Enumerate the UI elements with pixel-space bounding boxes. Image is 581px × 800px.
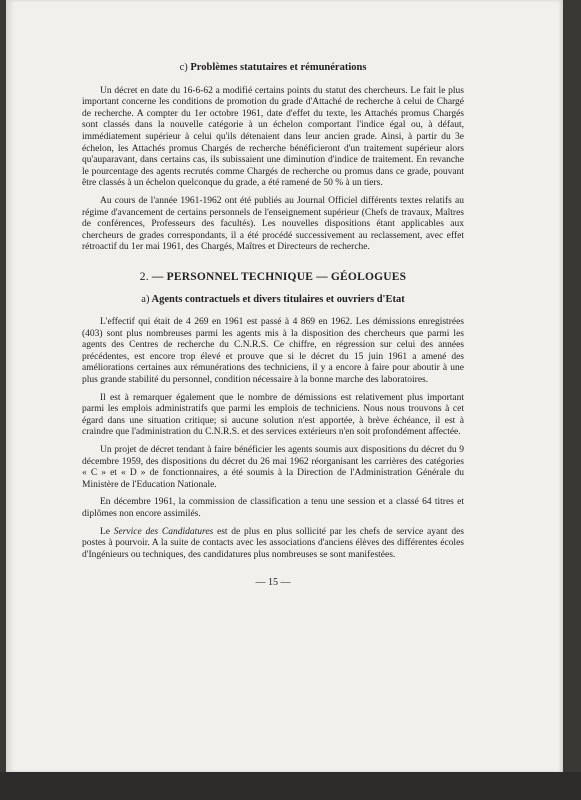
- section-a-paragraph-4: En décembre 1961, la commission de classification a tenu une session et a classé 64 titres et diplômes non encore assimilés.: [82, 497, 464, 519]
- section-c-number: c): [179, 62, 188, 73]
- p5-after: est de plus en plus sollicité par les chefs de service ayant des postes à pourvoir. A la suite de contacts avec les associations d'anciens élèves des différentes écoles d'Ingénieurs ou techniques, des candidatures plus nombreuses se sont manifestées.: [82, 526, 464, 560]
- section-c-paragraph-2: Au cours de l'année 1961-1962 ont été publiés au Journal Officiel différents textes relatifs au régime d'avancement de certains personnels de l'enseignement supérieur (Chefs de travaux, Maîtres de conférences, Professeurs des facultés). Les nouvelles dispositions étant applicables aux chercheurs de grades correspondants, il a été procédé successivement au reclassement, avec effet rétroactif du 1er mai 1961, des Chargés, Maîtres et Directeurs de recherche.: [82, 195, 464, 253]
- service-candidatures-term: Service des Candidatures: [113, 526, 214, 537]
- section-c-paragraph-1: Un décret en date du 16-6-62 a modifié certains points du statut des chercheurs. Le fait le plus important concerne les conditions de promotion du grade d'Attaché de recherche à celui de Chargé de recherche. A compter du 1er octobre 1961, date d'effet du texte, les Attachés promus Chargés sont classés dans la nouvelle catégorie à un échelon comportant l'indice égal ou, à défaut, immédiatement supérieur à celui qu'ils détenaient dans leur ancien grade. Ainsi, à partir du 3e échelon, les Attachés promus Chargés de recherche bénéficieront d'un traitement supérieur alors qu'auparavant, dans certains cas, ils subissaient une diminution d'indice de traitement. En revanche le pourcentage des agents recrutés comme Chargés de recherche ou promus dans ce grade, pouvant être classés à un échelon quelconque du grade, a été ramené de 50 % à un tiers.: [82, 85, 464, 189]
- p5-before: Le: [100, 526, 114, 537]
- section-2-number: 2.: [139, 270, 149, 283]
- section-a-paragraph-5: [82, 527, 464, 562]
- document-page: [6, 0, 563, 772]
- section-c-title: Problèmes statutaires et rémunérations: [190, 62, 367, 73]
- page-number: — 15 —: [255, 577, 291, 589]
- page-content: [82, 62, 464, 589]
- section-a-heading: [82, 294, 464, 306]
- section-c-heading: [82, 62, 464, 74]
- section-a-number: a): [141, 293, 150, 305]
- section-2-heading: [82, 272, 464, 284]
- section-a-paragraph-3: Un projet de décret tendant à faire bénéficier les agents soumis aux dispositions du décret du 9 décembre 1959, des dispositions du décret du 26 mai 1962 réorganisant les carrières des catégories « C » et « D » de fonctionnaires, a été soumis à la Direction de l'Administration Générale du Ministère de l'Education Nationale.: [82, 445, 464, 490]
- scan-background: [0, 772, 581, 800]
- section-a-title: Agents contractuels et divers titulaires et ouvriers d'Etat: [151, 293, 405, 305]
- section-a-paragraph-2: Il est à remarquer également que le nombre de démissions est relativement plus important parmi les emplois administratifs que parmi les emplois de techniciens. Nous nous trouvons à cet égard dans une situation critique; si aucune solution n'est apportée, à brève échéance, il est à craindre que l'administration du C.N.R.S. et des services extérieurs n'en soit profondément affectée.: [82, 392, 464, 438]
- section-a-paragraph-1: L'effectif qui était de 4 269 en 1961 est passé à 4 869 en 1962. Les démissions enregistrées (403) sont plus nombreuses parmi les agents mis à la disposition des chercheurs que parmi les agents des Centres de recherche du C.N.R.S. Ce chiffre, en régression sur celui des années précédentes, est encore trop élevé et prouve que si le décret du 15 juin 1961 a amené des améliorations certaines aux rémunérations des techniciens, il y a encore à faire pour aboutir à une plus grande stabilité du personnel, condition nécessaire à la bonne marche des laboratoires.: [82, 317, 464, 386]
- section-2-title: — PERSONNEL TECHNIQUE — GÉOLOGUES: [151, 270, 407, 283]
